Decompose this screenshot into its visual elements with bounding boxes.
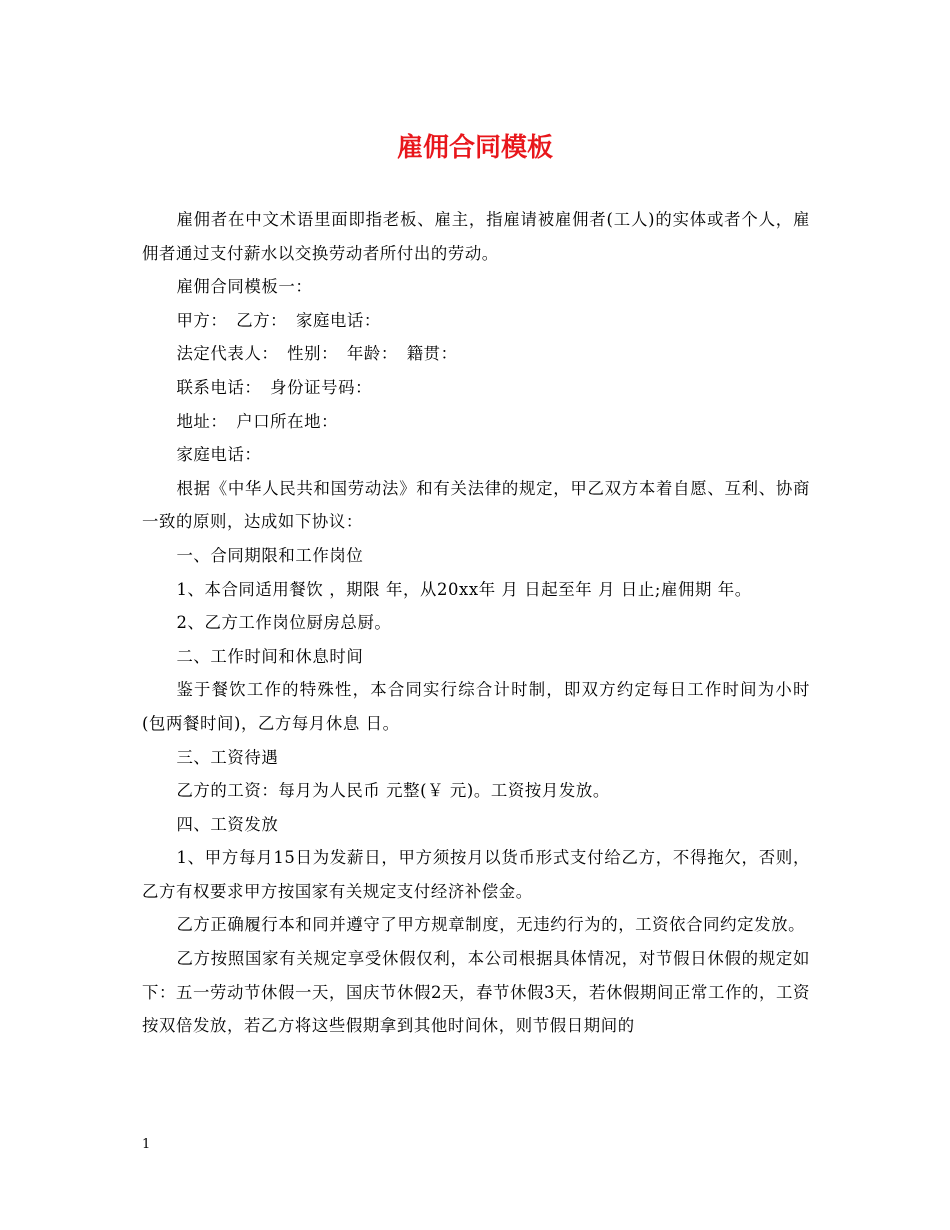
section-heading-term: 一、合同期限和工作岗位 <box>176 545 364 565</box>
paragraph-wages-clause: 乙方的工资：每月为人民币 元整(￥ 元)。工资按月发放。 <box>176 781 610 801</box>
paragraph-party-fields: 甲方： 乙方： 家庭电话： <box>176 310 381 330</box>
paragraph-intro: 雇佣者在中文术语里面即指老板、雇主，指雇请被雇佣者(工人)的实体或者个人，雇佣者通过支付薪水以交换劳动者所付出的劳动。 <box>142 210 810 263</box>
paragraph-term-clause-2: 2、乙方工作岗位厨房总厨。 <box>176 613 392 633</box>
section-heading-payment: 四、工资发放 <box>176 814 279 834</box>
paragraph-representative-fields: 法定代表人： 性别： 年龄： 籍贯： <box>176 344 458 364</box>
paragraph-legal-basis: 根据《中华人民共和国劳动法》和有关法律的规定，甲乙双方本着自愿、互利、协商一致的原则，达成如下协议： <box>142 478 810 532</box>
page-number: 1 <box>142 1137 151 1152</box>
paragraph-hours-clause: 鉴于餐饮工作的特殊性，本合同实行综合计时制，即双方约定每日工作时间为小时(包两餐时间)，乙方每月休息 日。 <box>142 680 810 733</box>
section-heading-wages: 三、工资待遇 <box>176 747 279 767</box>
paragraph-payment-clause-1: 1、甲方每月15日为发薪日，甲方须按月以货币形式支付给乙方，不得拖欠，否则，乙方有权要求甲方按国家有关规定支付经济补偿金。 <box>142 848 810 901</box>
paragraph-home-phone-field: 家庭电话： <box>176 445 262 465</box>
document-title: 雇佣合同模板 <box>396 133 553 163</box>
paragraph-payment-clause-2: 乙方正确履行本和同并遵守了甲方规章制度，无违约行为的，工资依合同约定发放。 <box>176 915 806 935</box>
paragraph-contact-fields: 联系电话： 身份证号码： <box>176 377 373 397</box>
paragraph-template-heading: 雇佣合同模板一： <box>176 277 313 297</box>
paragraph-term-clause-1: 1、本合同适用餐饮 ，期限 年，从20xx年 月 日起至年 月 日止;雇佣期 年。 <box>176 579 752 599</box>
section-heading-hours: 二、工作时间和休息时间 <box>176 646 364 666</box>
paragraph-holiday-clause: 乙方按照国家有关规定享受休假仅利，本公司根据具体情况，对节假日休假的规定如下：五一劳动节休假一天，国庆节休假2天，春节休假3天，若休假期间正常工作的，工资按双倍发放，若乙方将这些假期拿到其他时间休，则节假日期间的 <box>142 949 810 1036</box>
paragraph-address-fields: 地址： 户口所在地： <box>176 411 339 431</box>
document-body <box>142 203 810 1043</box>
